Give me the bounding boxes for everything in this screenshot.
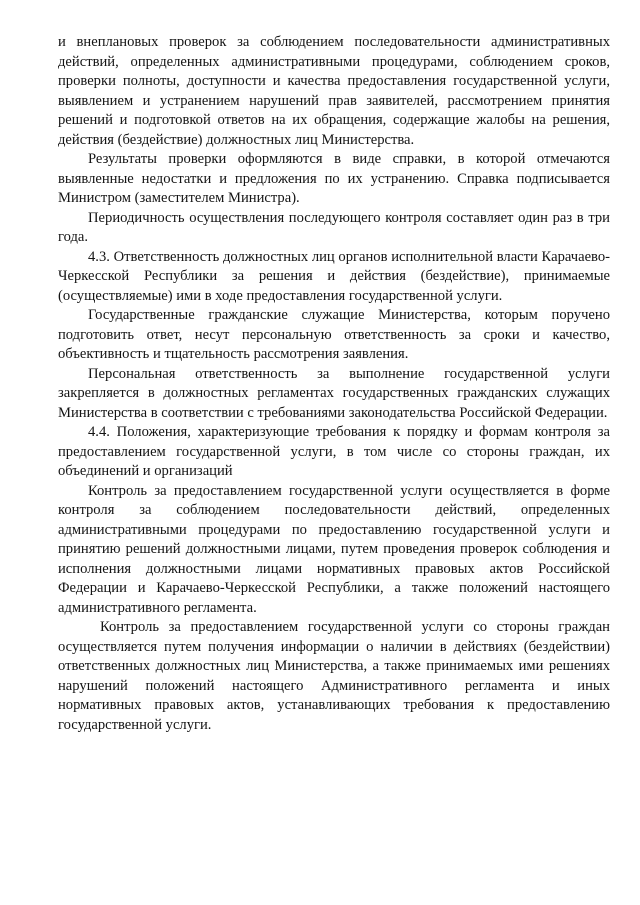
paragraph-control-form: Контроль за предоставлением государственной услуги осуществляется в форме контроля за соблюдением последовательности действий, определенных административными процедурами по предоставлению государственной услуги и принятию решений должностными лицами, путем проведения проверок соблюдения и исполнения должностными лицами нормативных правовых актов Российской Федерации и Карачаево-Черкесской Республики, а также положений настоящего административного регламента. [58,482,610,616]
paragraph-inspection-results: Результаты проверки оформляются в виде справки, в которой отмечаются выявленные недостатки и предложения по их устранению. Справка подписывается Министром (заместителем Министра). [58,151,610,206]
paragraph-citizen-control: Контроль за предоставлением государственной услуги со стороны граждан осуществляется путем получения информации о наличии в действиях (бездействии) ответственных должностных лиц Министерства, а также принимаемых ими решениях нарушений положений настоящего Административного регламента и иных нормативных правовых актов, устанавливающих требования к предоставлению государственной услуги. [58,619,610,733]
section-heading-4-3: 4.3. Ответственность должностных лиц органов исполнительной власти Карачаево-Черкесской Республики за решения и действия (бездействие), принимаемые (осуществляемые) ими в ходе предоставления государственной услуги. [58,248,610,304]
paragraph-personal-responsibility: Персональная ответственность за выполнение государственной услуги закрепляется в должностных регламентах государственных гражданских служащих Министерства в соответствии с требованиями законодательства Российской Федерации. [58,365,610,421]
paragraph-inspection-continuation: и внеплановых проверок за соблюдением последовательности административных действий, определенных административными процедурами, соблюдением сроков, проверки полноты, доступности и качества предоставления государственной услуги, выявлением и устранением нарушений прав заявителей, рассмотрением принятия решений и подготовкой ответов на их обращения, содержащие жалобы на решения, действия (бездействие) должностных лиц Министерства. [58,34,610,148]
paragraph-control-periodicity: Периодичность осуществления последующего контроля составляет один раз в три года. [58,209,610,245]
section-heading-4-4: 4.4. Положения, характеризующие требования к порядку и формам контроля за предоставлением государственной услуги, в том числе со стороны граждан, их объединений и организаций [58,424,610,479]
document-page [58,33,610,735]
paragraph-civil-servants-responsibility: Государственные гражданские служащие Министерства, которым поручено подготовить ответ, несут персональную ответственность за сроки и качество, объективность и тщательность рассмотрения заявления. [58,307,610,362]
